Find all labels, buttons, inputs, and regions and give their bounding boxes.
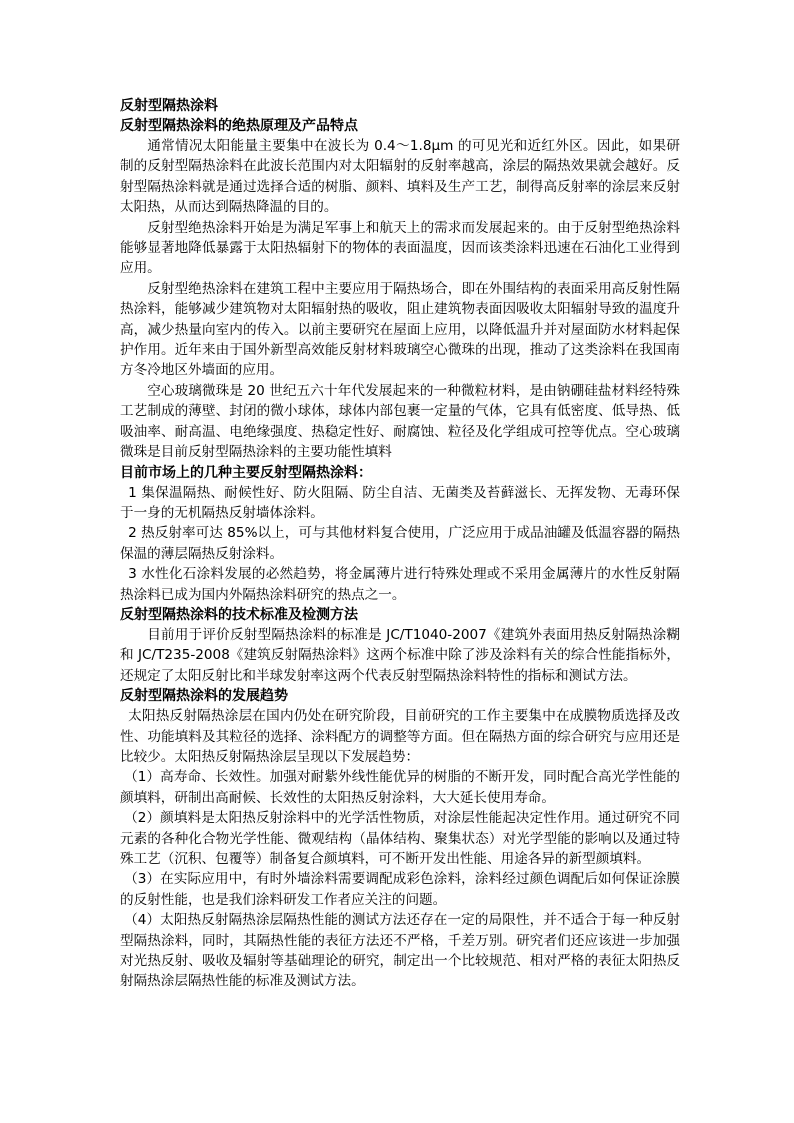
list-item: （2）颜填料是太阳热反射涂料中的光学活性物质，对涂层性能起决定性作用。通过研究不同元素的各种化合物光学性能、微观结构（晶体结构、聚集状态）对光学型能的影响以及通过特殊工艺（沉积、包覆等）制备复合颜填料，可不断开发出性能、用途各异的新型颜填料。	[120, 810, 680, 867]
list-item: 3 水性化石涂料发展的必然趋势，将金属薄片进行特殊处理或不采用金属薄片的水性反射隔热涂料已成为国内外隔热涂料研究的热点之一。	[120, 566, 680, 603]
paragraph: 目前用于评价反射型隔热涂料的标准是 JC/T1040-2007《建筑外表面用热反射隔热涂糊和 JC/T235-2008《建筑反射隔热涂料》这两个标准中除了涉及涂料有关的综合性能指标外，还规定了太阳反射比和半球发射率这两个代表反射型隔热涂料特性的指标和测试方法。	[120, 626, 680, 684]
paragraph: 太阳热反射隔热涂层在国内仍处在研究阶段，目前研究的工作主要集中在成膜物质选择及改性、功能填料及其粒径的选择、涂料配方的调整等方面。但在隔热方面的综合研究与应用还是比较少。太阳热反射隔热涂层呈现以下发展趋势：	[120, 708, 680, 765]
section-heading-standards: 反射型隔热涂料的技术标准及检测方法	[120, 606, 358, 623]
paragraph: 反射型绝热涂料开始是为满足军事上和航天上的需求而发展起来的。由于反射型绝热涂料能够显著地降低暴露于太阳热辐射下的物体的表面温度，因而该类涂料迅速在石油化工业得到应用。	[120, 219, 680, 277]
list-item: 2 热反射率可达 85%以上，可与其他材料复合使用，广泛应用于成品油罐及低温容器的隔热保温的薄层隔热反射涂料。	[120, 525, 680, 562]
list-item: （4）太阳热反射隔热涂层隔热性能的测试方法还存在一定的局限性，并不适合于每一种反射型隔热涂料，同时，其隔热性能的表征方法还不严格，千差万别。研究者们还应该进一步加强对光热反射、吸收及辐射等基础理论的研究，制定出一个比较规范、相对严格的表征太阳热反射隔热涂层隔热性能的标准及测试方法。	[120, 912, 680, 990]
section-heading-trends: 反射型隔热涂料的发展趋势	[120, 688, 288, 705]
section-heading-principle: 反射型隔热涂料的绝热原理及产品特点	[120, 118, 358, 134]
paragraph: 空心玻璃微珠是 20 世纪五六十年代发展起来的一种微粒材料，是由钠硼硅盐材料经特殊工艺制成的薄壁、封闭的微小球体，球体内部包裹一定量的气体，它具有低密度、低导热、低吸油率、耐高温、电绝缘强度、热稳定性好、耐腐蚀、粒径及化学组成可控等优点。空心玻璃微珠是目前反射型隔热涂料的主要功能性填料	[120, 382, 680, 461]
paragraph: 反射型绝热涂料在建筑工程中主要应用于隔热场合，即在外围结构的表面采用高反射性隔热涂料，能够减少建筑物对太阳辐射热的吸收，阻止建筑物表面因吸收太阳辐射导致的温度升高，减少热量向室内的传入。以前主要研究在屋面上应用，以降低温升并对屋面防水材料起保护作用。近年来由于国外新型高效能反射材料玻璃空心微珠的出现，推动了这类涂料在我国南方冬冷地区外墙面的应用。	[120, 280, 680, 379]
paragraph: 通常情况太阳能量主要集中在波长为 0.4～1.8μm 的可见光和近红外区。因此，如果研制的反射型隔热涂料在此波长范围内对太阳辐射的反射率越高，涂层的隔热效果就会越好。反射型隔热涂料就是通过选择合适的树脂、颜料、填料及生产工艺，制得高反射率的涂层来反射太阳热，从而达到隔热降温的目的。	[120, 138, 680, 216]
document-title: 反射型隔热涂料	[120, 98, 218, 114]
list-item: 1 集保温隔热、耐候性好、防火阻隔、防尘自洁、无菌类及苔藓滋长、无挥发物、无毒环保于一身的无机隔热反射墙体涂料。	[120, 484, 680, 521]
document-body	[120, 96, 680, 992]
list-item: （1）高寿命、长效性。加强对耐紫外线性能优异的树脂的不断开发，同时配合高光学性能的颜填料，研制出高耐候、长效性的太阳热反射涂料，大大延长使用寿命。	[120, 769, 680, 806]
section-heading-market: 目前市场上的几种主要反射型隔热涂料：	[120, 464, 372, 481]
list-item: （3）在实际应用中，有时外墙涂料需要调配成彩色涂料，涂料经过颜色调配后如何保证涂膜的反射性能，也是我们涂料研发工作者应关注的问题。	[120, 871, 680, 908]
